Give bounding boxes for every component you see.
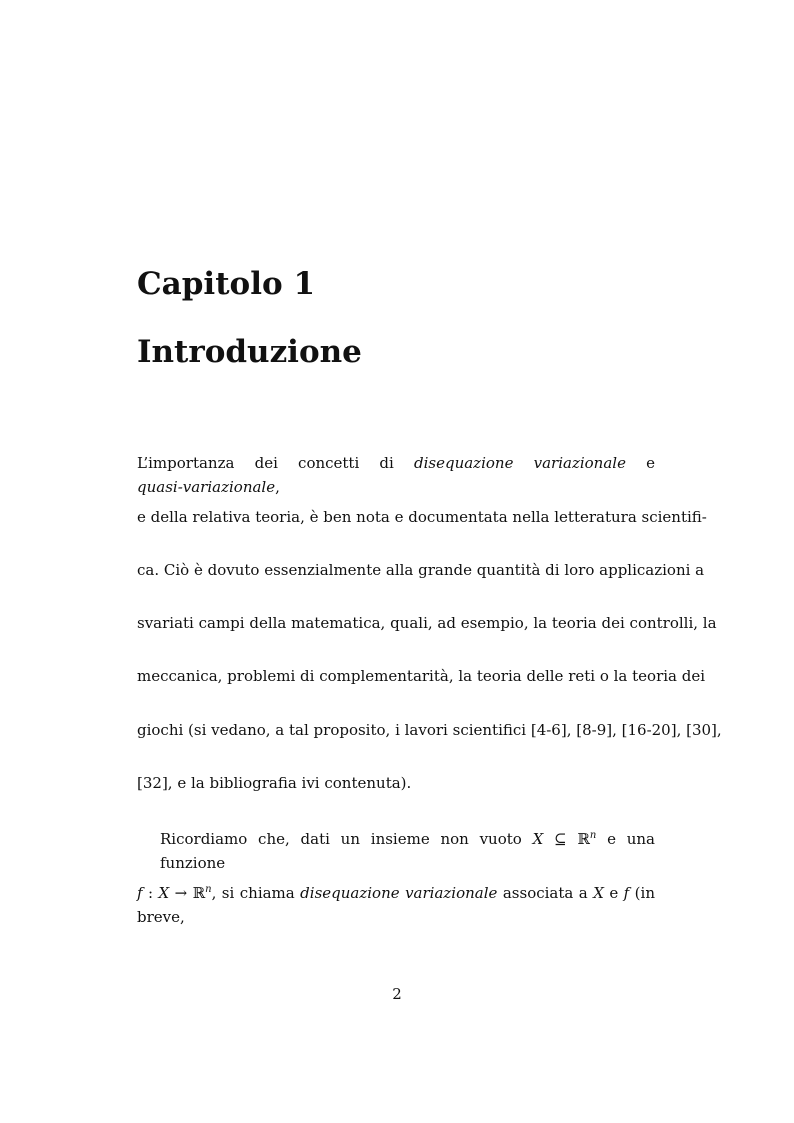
chapter-title: Introduzione — [137, 334, 362, 370]
paragraph-2-line-1: Ricordiamo che, dati un insieme non vuoto X ⊆ ℝ$^n$ e una funzione — [160, 830, 655, 872]
chapter-label: Capitolo 1 — [137, 266, 316, 302]
paragraph-1-line-5: meccanica, problemi di complementarità, la teoria delle reti o la teoria dei — [137, 667, 706, 685]
paragraph-1-line-1: L’importanza dei concetti di disequazione variazionale e quasi-variazionale, — [137, 454, 655, 496]
paragraph-1-line-3: ca. Ciò è dovuto essenzialmente alla grande quantità di loro applicazioni a — [137, 561, 705, 579]
paragraph-1-line-4: svariati campi della matematica, quali, ad esempio, la teoria dei controlli, la — [137, 614, 717, 632]
paragraph-1-line-7: [32], e la bibliografia ivi contenuta). — [137, 774, 412, 792]
paragraph-1-line-6: giochi (si vedano, a tal proposito, i lavori scientifici [4-6], [8-9], [16-20], [30], — [137, 721, 722, 739]
page-number: 2 — [392, 985, 402, 1003]
paragraph-1-line-2: e della relativa teoria, è ben nota e documentata nella letteratura scientifi- — [137, 508, 707, 526]
paragraph-2-line-2: f : X → ℝ$^n$, si chiama disequazione variazionale associata a X e f (in breve, — [137, 884, 655, 926]
